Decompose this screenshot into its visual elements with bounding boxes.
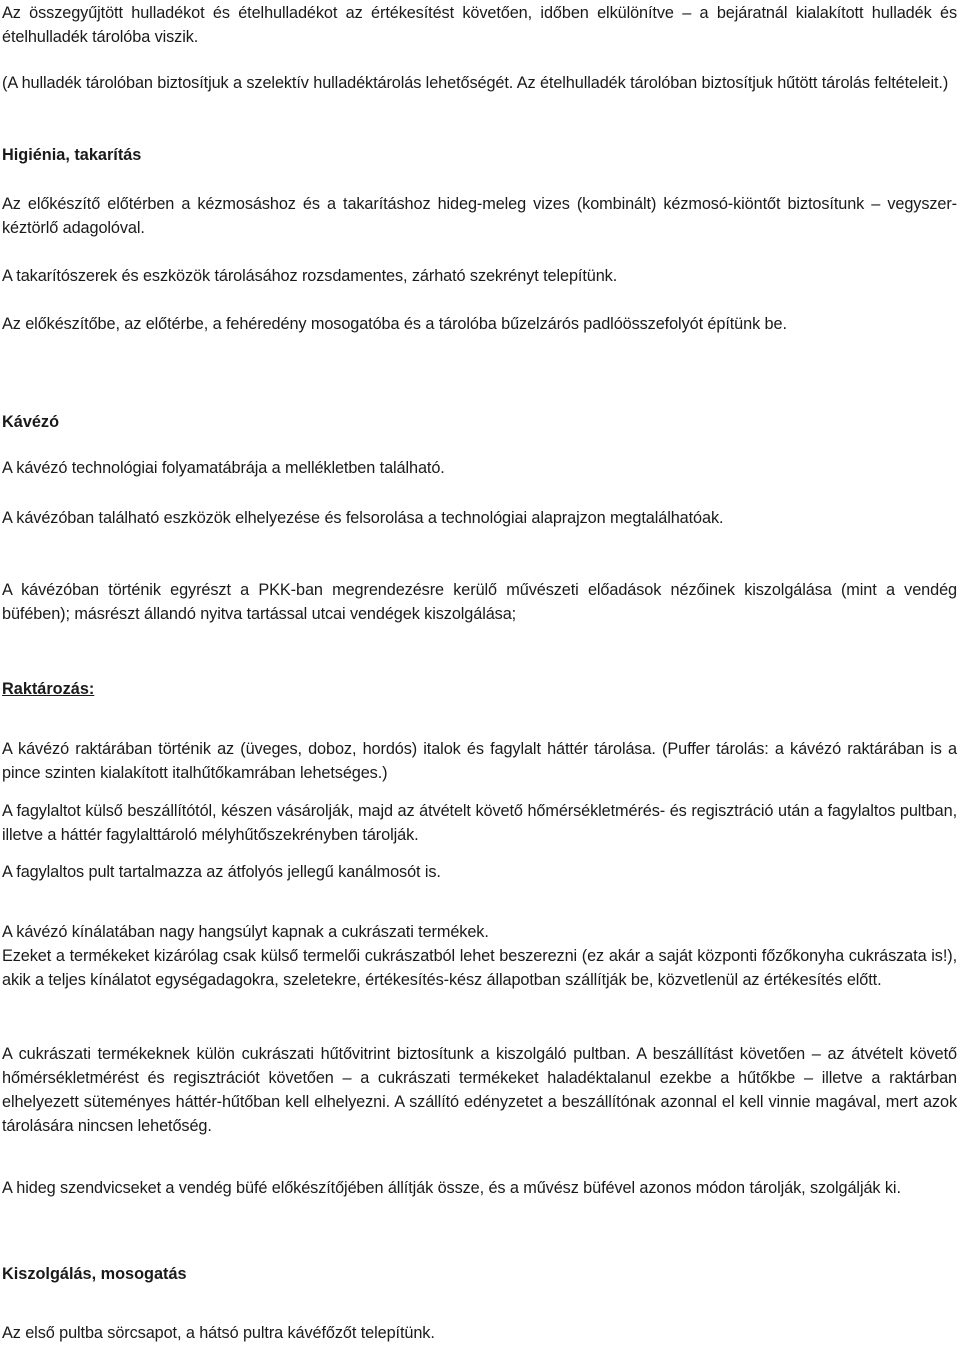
paragraph-cafe-flowchart: A kávézó technológiai folyamatábrája a mellékletben található.: [2, 459, 445, 477]
heading-cafe: Kávézó: [2, 413, 60, 431]
paragraph-floor-drain: Az előkészítőbe, az előtérbe, a fehéredény mosogatóba és a tárolóba bűzelzárós padlóösszefolyót építünk be.: [2, 315, 787, 333]
paragraph-cleaning-storage: A takarítószerek és eszközök tárolásához rozsdamentes, zárható szekrényt telepítünk.: [2, 267, 618, 285]
paragraph-pastry-sourcing: Ezeket a termékeket kizárólag csak külső termelői cukrászatból lehet beszerezni (ez akár a saját központi főzőkonyha cukrászata is!), akik a teljes kínálatot egységadagokra, szeletekre, értékesítés-kész állapotban szállítják be, közvetlenül az értékesítés előtt.: [2, 947, 957, 989]
paragraph-sandwiches: A hideg szendvicseket a vendég büfé előkészítőjében állítják össze, és a művész büfével azonos módon tárolják, szolgálják ki.: [2, 1179, 901, 1197]
paragraph-cafe-equipment: A kávézóban található eszközök elhelyezése és felsorolása a technológiai alaprajzon megtalálhatóak.: [2, 509, 724, 527]
heading-storage: Raktározás:: [2, 680, 95, 698]
paragraph-pastry-offer: A kávézó kínálatában nagy hangsúlyt kapnak a cukrászati termékek.: [2, 923, 489, 941]
paragraph-waste-collection: Az összegyűjtött hulladékot és ételhulladékot az értékesítést követően, időben elkülönítve – a bejáratnál kialakított hulladék és ételhulladék tárolóba viszik.: [2, 4, 957, 46]
paragraph-spoon-washer: A fagylaltos pult tartalmazza az átfolyós jellegű kanálmosót is.: [2, 863, 441, 881]
paragraph-counter-equipment: Az első pultba sörcsapot, a hátsó pultra kávéfőzőt telepítünk.: [2, 1324, 435, 1342]
heading-service-washing: Kiszolgálás, mosogatás: [2, 1265, 187, 1283]
paragraph-waste-storage: (A hulladék tárolóban biztosítjuk a szelektív hulladéktárolás lehetőségét. Az ételhulladék tárolóban biztosítjuk hűtött tárolás feltételeit.): [2, 74, 949, 92]
paragraph-handwash: Az előkészítő előtérben a kézmosáshoz és a takarításhoz hideg-meleg vizes (kombinált) kézmosó-kiöntőt biztosítunk – vegyszer- kéztörlő adagolóval.: [2, 195, 957, 237]
paragraph-storage-drinks: A kávézó raktárában történik az (üveges, doboz, hordós) italok és fagylalt háttér tárolása. (Puffer tárolás: a kávézó raktárában is a pince szinten kialakított italhűtőkamrában lehetséges.): [2, 740, 957, 782]
heading-hygiene: Higiénia, takarítás: [2, 146, 142, 164]
paragraph-cafe-service: A kávézóban történik egyrészt a PKK-ban megrendezésre kerülő művészeti előadások nézőinek kiszolgálása (mint a vendég büfében); másrészt állandó nyitva tartással utcai vendégek kiszolgálása;: [2, 581, 957, 623]
paragraph-ice-cream-supply: A fagylaltot külső beszállítótól, készen vásárolják, majd az átvételt követő hőmérsékletmérés- és regisztráció után a fagylaltos pultban, illetve a háttér fagylalttároló mélyhűtőszekrényben tárolják.: [2, 802, 957, 844]
paragraph-pastry-cooling: A cukrászati termékeknek külön cukrászati hűtővitrint biztosítunk a kiszolgáló pultban. A beszállítást követően – az átvételt követő hőmérsékletmérést és regisztrációt követően – a cukrászati termékeket haladéktalanul ezekbe a hűtőkbe – illetve a raktárban elhelyezett süteményes háttér-hűtőban kell elhelyezni. A szállító edényzetet a beszállítónak azonnal el kell vinnie magával, mert azok tárolására nincsen lehetőség.: [2, 1045, 957, 1135]
